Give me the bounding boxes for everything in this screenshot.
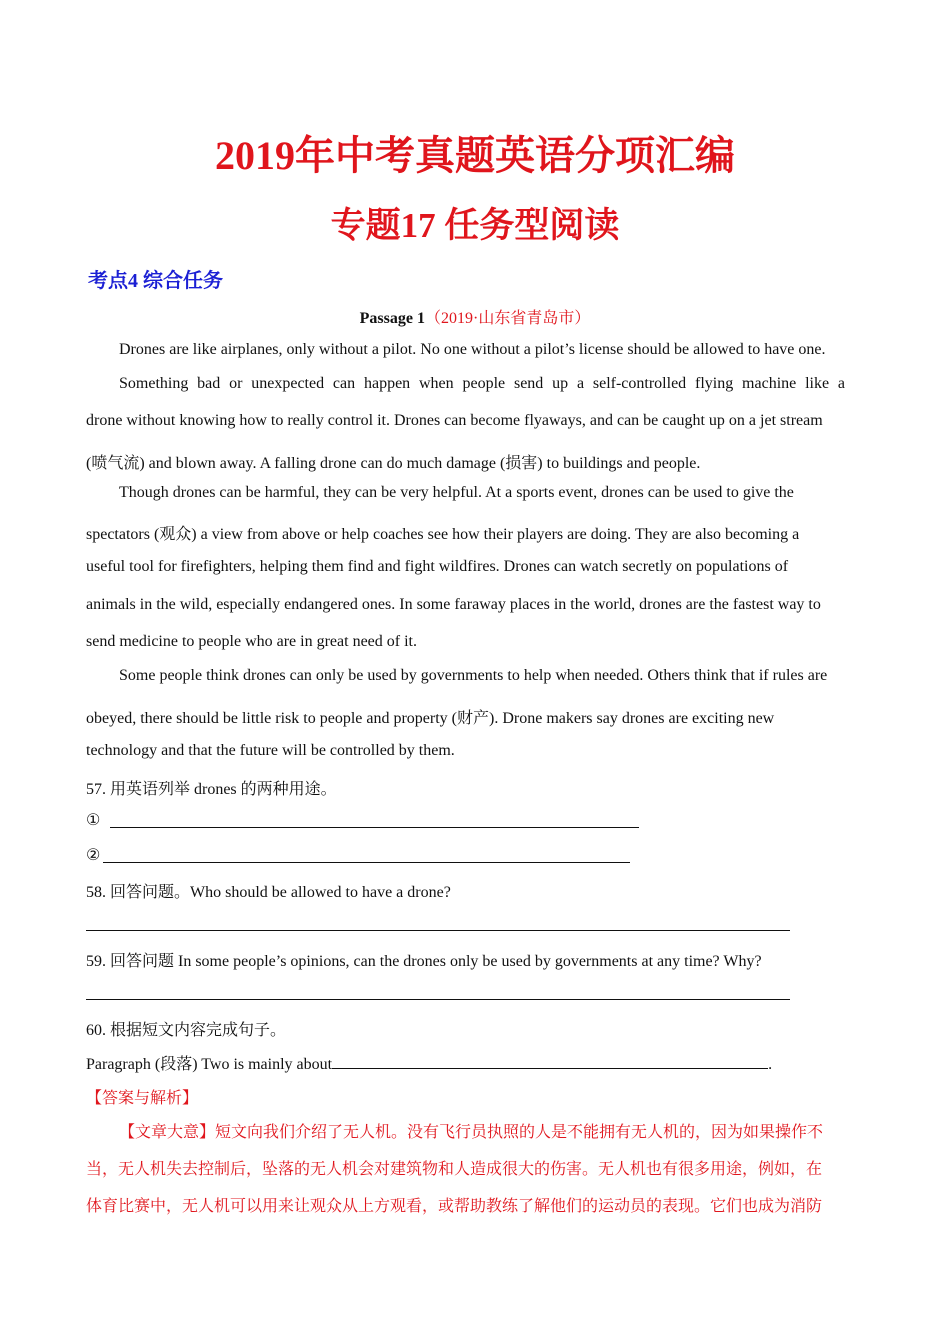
- answer-blank-57-2[interactable]: [103, 862, 630, 863]
- answer-blank-60[interactable]: [332, 1054, 768, 1069]
- passage-label: Passage 1: [359, 310, 425, 327]
- question-59: 59. 回答问题 In some people’s opinions, can the drones only be used by governments at any time? Why?: [86, 953, 762, 970]
- document-subtitle: 专题17 任务型阅读: [330, 206, 620, 245]
- passage-line-4: (喷气流) and blown away. A falling drone can do much damage (损害) to buildings and people.: [86, 455, 701, 472]
- passage-line-11: obeyed, there should be little risk to people and property (财产). Drone makers say drones are exciting new: [86, 710, 775, 727]
- answer-heading: 【答案与解析】: [86, 1090, 199, 1107]
- passage-line-7: useful tool for firefighters, helping them find and fight wildfires. Drones can watch secretly on populations of: [86, 558, 789, 575]
- question-60-prompt: Paragraph (段落) Two is mainly about: [86, 1056, 333, 1073]
- passage-line-12: technology and that the future will be controlled by them.: [86, 742, 455, 759]
- answer-blank-58[interactable]: [86, 930, 790, 931]
- answer-blank-59[interactable]: [86, 999, 790, 1000]
- question-57-item-2: [86, 845, 100, 865]
- passage-heading: [0, 305, 950, 328]
- question-58: 58. 回答问题。Who should be allowed to have a drone?: [86, 884, 451, 901]
- question-57: 57. 用英语列举 drones 的两种用途。: [86, 781, 337, 798]
- passage-line-10: Some people think drones can only be used by governments to help when needed. Others think that if rules are: [119, 667, 828, 684]
- passage-line-8: animals in the wild, especially endangered ones. In some faraway places in the world, drones are the fastest way to: [86, 596, 821, 613]
- question-60: 60. 根据短文内容完成句子。: [86, 1022, 287, 1039]
- passage-source: （2019·山东省青岛市）: [424, 310, 591, 327]
- answer-line-1: 【文章大意】短文向我们介绍了无人机。没有飞行员执照的人是不能拥有无人机的，因为如果操作不: [119, 1124, 824, 1141]
- passage-line-1: Drones are like airplanes, only without a pilot. No one without a pilot’s license should be allowed to have one.: [119, 341, 826, 358]
- answer-line-3: 体育比赛中，无人机可以用来让观众从上方观看，或帮助教练了解他们的运动员的表现。它们也成为消防: [86, 1198, 823, 1215]
- answer-line-2: 当，无人机失去控制后，坠落的无人机会对建筑物和人造成很大的伤害。无人机也有很多用途，例如，在: [86, 1161, 823, 1178]
- passage-line-2: Something bad or unexpected can happen when people send up a self-controlled flying machine like a: [119, 375, 845, 392]
- question-60-period: .: [768, 1056, 773, 1073]
- passage-line-3: drone without knowing how to really control it. Drones can become flyaways, and can be caught up on a jet stream: [86, 412, 823, 429]
- answer-blank-57-1[interactable]: [110, 827, 639, 828]
- question-57-item-1: [86, 810, 100, 830]
- document-title: 2019年中考真题英语分项汇编: [215, 133, 735, 178]
- passage-line-9: send medicine to people who are in great need of it.: [86, 633, 417, 650]
- passage-line-6: spectators (观众) a view from above or help coaches see how their players are doing. They are also becoming a: [86, 526, 800, 543]
- circled-one-marker: ①: [86, 812, 101, 829]
- circled-two-marker: ②: [86, 847, 101, 864]
- question-60-sentence: [86, 1051, 772, 1074]
- section-heading: 考点4 综合任务: [88, 270, 223, 292]
- passage-line-5: Though drones can be harmful, they can be very helpful. At a sports event, drones can be used to give the: [119, 484, 794, 501]
